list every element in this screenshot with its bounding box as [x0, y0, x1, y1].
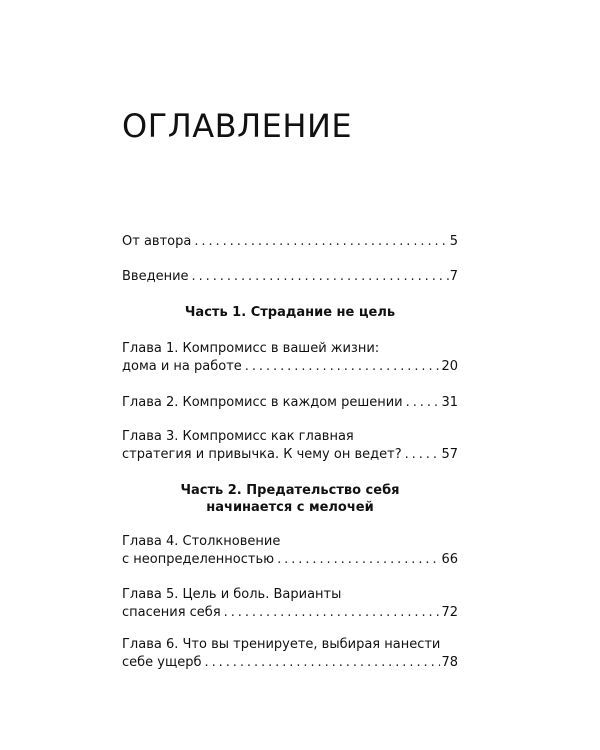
toc-entry-ch3-line1: Глава 3. Компромисс как главная — [122, 429, 354, 444]
dot-leader — [406, 394, 441, 412]
toc-entry-title: с неопределенностью — [122, 552, 275, 567]
toc-entry-ch6 — [122, 654, 458, 672]
page-title: ОГЛАВЛЕНИЕ — [122, 107, 353, 145]
toc-entry-ch5 — [122, 604, 458, 622]
toc-page-number: 72 — [441, 605, 458, 620]
toc-page-number: 20 — [441, 359, 458, 374]
toc-entry-ch4-line1: Глава 4. Столкновение — [122, 534, 281, 549]
toc-entry-ch1 — [122, 358, 458, 376]
toc-page-number: 31 — [441, 395, 458, 410]
toc-entry-author-note — [122, 233, 458, 251]
toc-entry-ch6-line1: Глава 6. Что вы тренируете, выбирая нанести — [122, 637, 441, 652]
dot-leader — [205, 654, 441, 672]
part-heading-2-line2: начинается с мелочей — [206, 500, 374, 515]
toc-entry-ch4 — [122, 551, 458, 569]
toc-page-number: 78 — [441, 655, 458, 670]
part-heading-1: Часть 1. Страдание не цель — [184, 305, 396, 320]
toc-entry-title: себе ущерб — [122, 655, 202, 670]
dot-leader — [192, 268, 449, 286]
dot-leader — [224, 604, 441, 622]
part-heading-2-line1: Часть 2. Предательство себя — [180, 483, 400, 498]
toc-entry-title: спасения себя — [122, 605, 221, 620]
dot-leader — [245, 358, 441, 376]
toc-page-number: 7 — [449, 269, 458, 284]
toc-page-number: 66 — [441, 552, 458, 567]
toc-entry-title: Введение — [122, 269, 189, 284]
toc-entry-ch2 — [122, 394, 458, 412]
toc-page-number: 5 — [449, 234, 458, 249]
toc-entry-title: дома и на работе — [122, 359, 242, 374]
toc-entry-ch3 — [122, 446, 458, 464]
dot-leader — [277, 551, 440, 569]
toc-entry-intro — [122, 268, 458, 286]
toc-entry-title: Глава 2. Компромисс в каждом решении — [122, 395, 403, 410]
toc-entry-ch1-line1: Глава 1. Компромисс в вашей жизни: — [122, 341, 380, 356]
dot-leader — [194, 233, 448, 251]
toc-entry-ch5-line1: Глава 5. Цель и боль. Варианты — [122, 587, 342, 602]
toc-entry-title: стратегия и привычка. К чему он ведет? — [122, 447, 402, 462]
toc-page-number: 57 — [441, 447, 458, 462]
toc-entry-title: От автора — [122, 234, 192, 249]
dot-leader — [405, 446, 441, 464]
